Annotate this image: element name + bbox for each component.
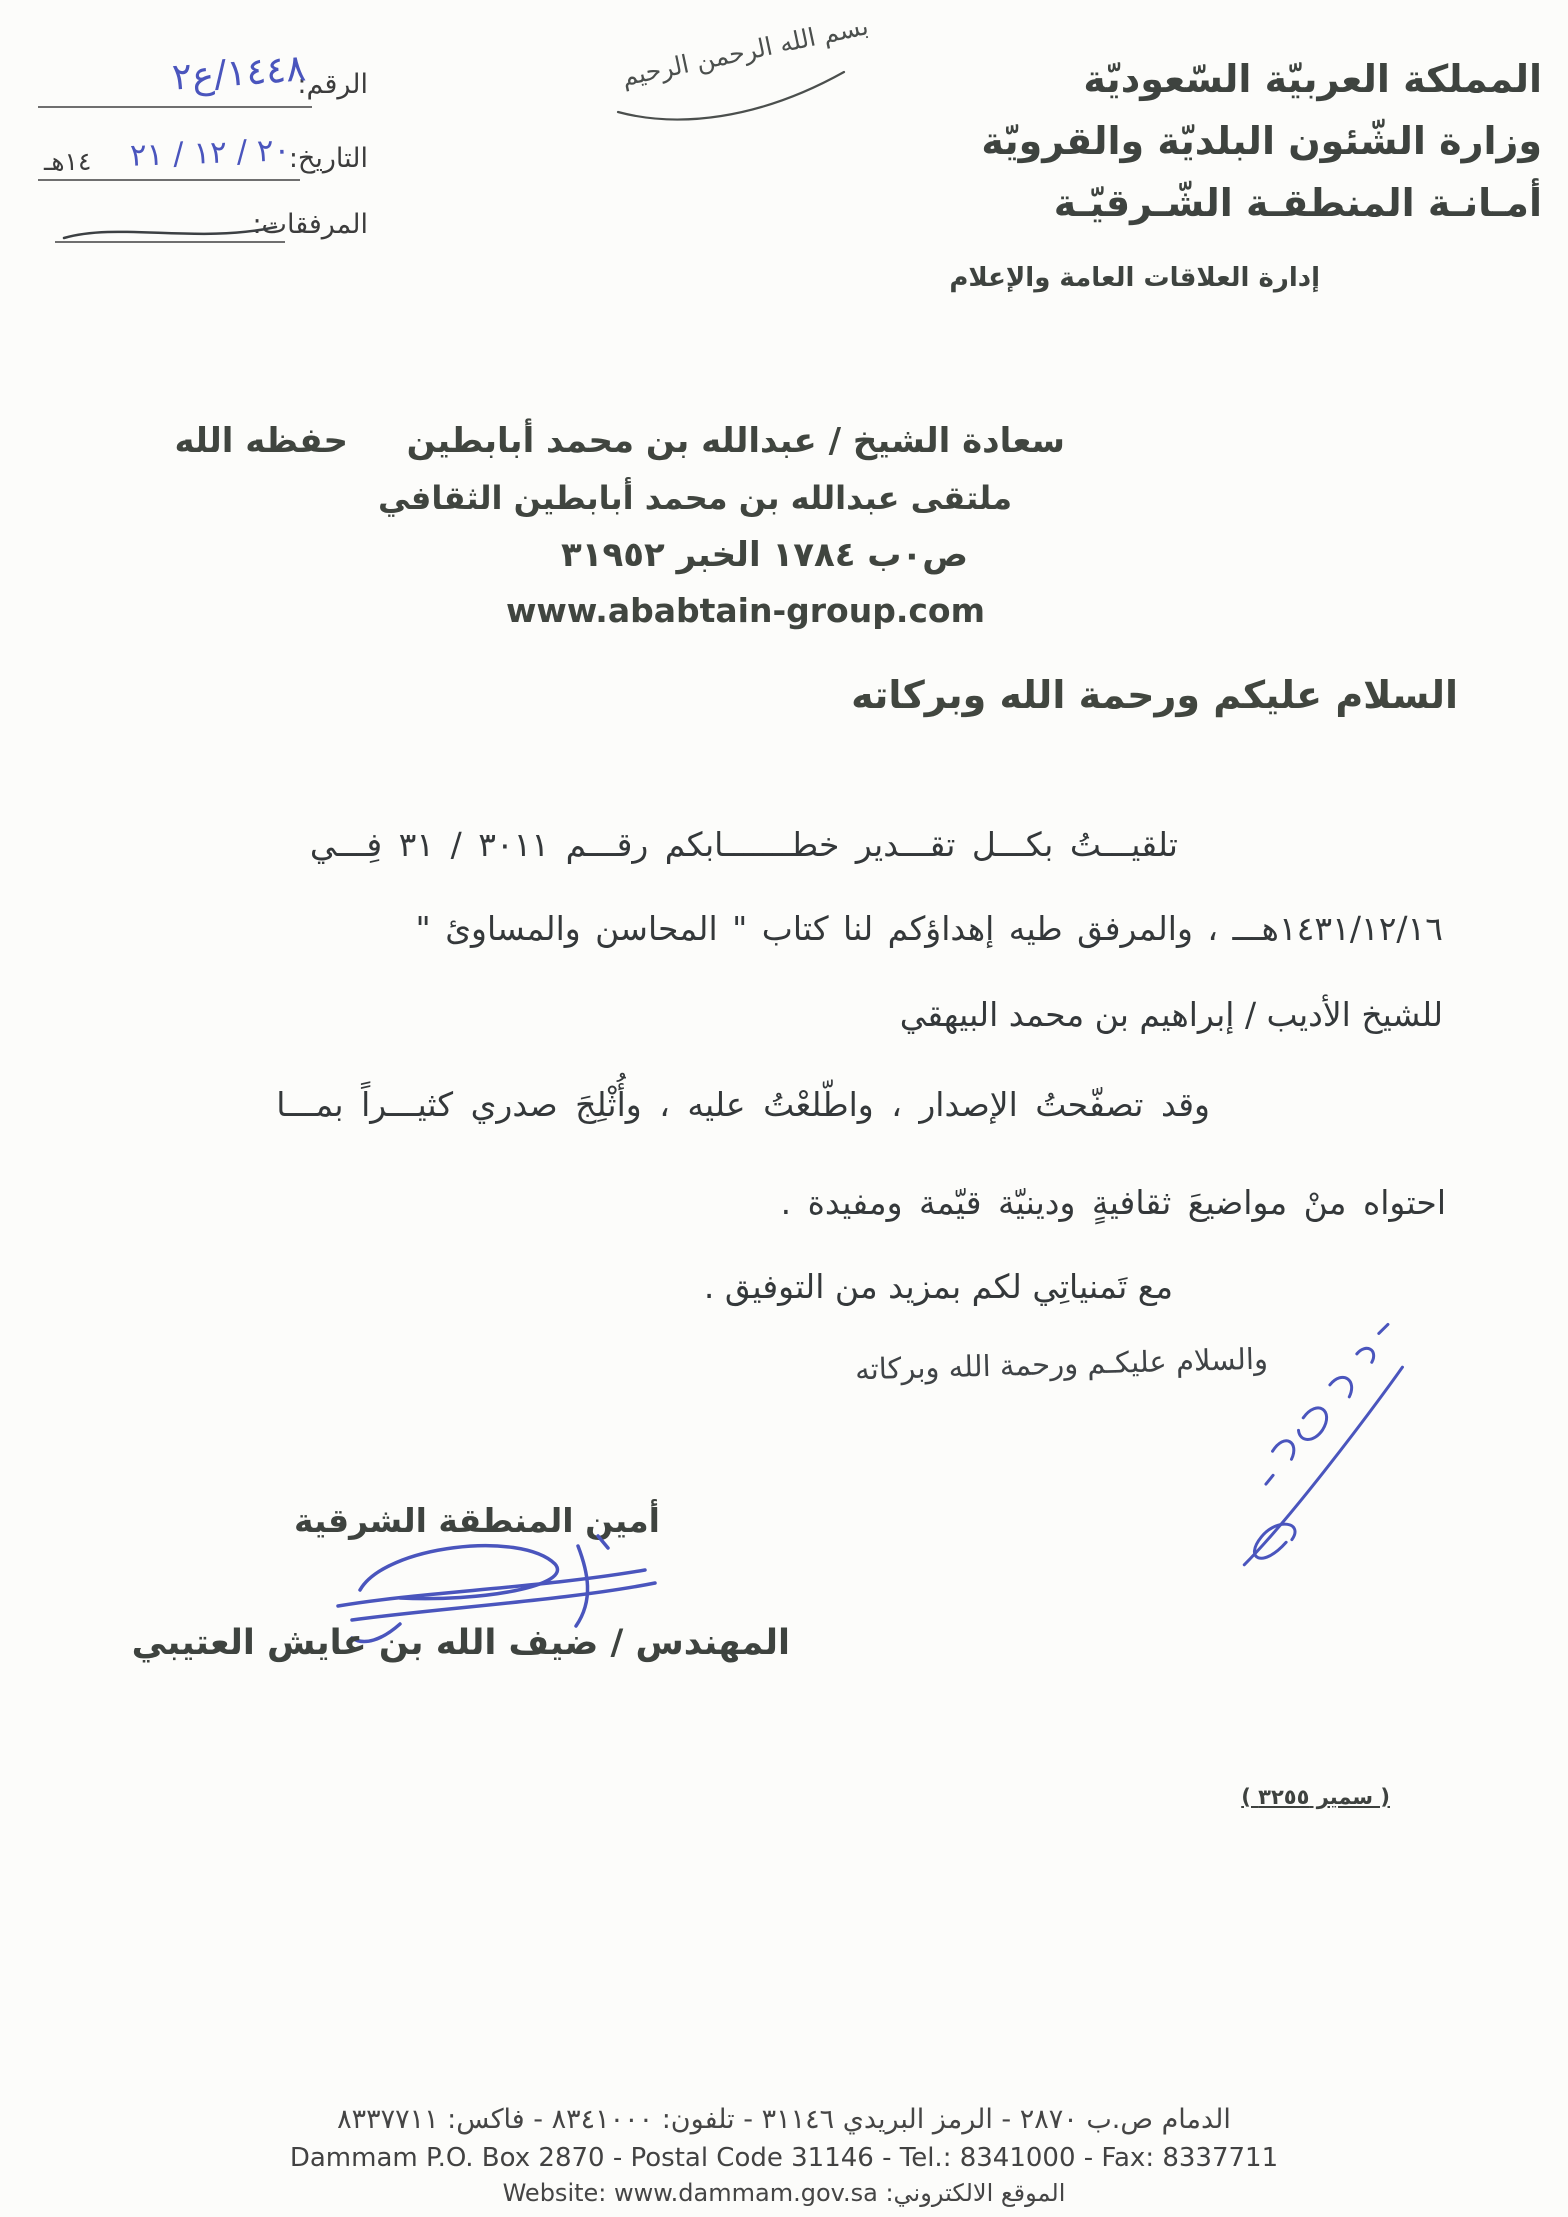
date-label: التاريخ: [288, 143, 368, 174]
salutation-line: السلام عليكم ورحمة الله وبركاته [851, 673, 1458, 717]
footer-address-english: Dammam P.O. Box 2870 - Postal Code 31146 - Tel.: 8341000 - Fax: 8337711 [289, 2143, 1279, 2173]
body-line-6: مع تَمنياتِي لكم بمزيد من التوفيق . [703, 1267, 1173, 1306]
letterhead-ministry: وزارة الشّئون البلديّة والقرويّة [981, 119, 1542, 163]
ref-number-label: الرقم: [297, 69, 368, 100]
clerk-note: ( سمير ٣٢٥٥ ) [1241, 1785, 1390, 1809]
bismillah-calligraphy: بسم الله الرحمن الرحيم [619, 11, 871, 92]
letterhead-department: إدارة العلاقات العامة والإعلام [949, 263, 1320, 293]
body-line-3: للشيخ الأديب / إبراهيم بن محمد البيهقي [899, 995, 1443, 1034]
letterhead-municipality: أمـانـة المنطقـة الشّـرقيّـة [1053, 181, 1542, 225]
closing-salam-line: والسلام عليكـم ورحمة الله وبركاته [854, 1341, 1269, 1387]
attachments-handwritten-dash [58, 214, 282, 248]
body-line-2: ١٤٣١/١٢/١٦هـــ ، والمرفق طيه إهداؤكم لنا كتاب " المحاسن والمساوئ " [415, 909, 1443, 948]
addressee-website: www.ababtain-group.com [505, 591, 985, 630]
body-line-5: احتواه منْ مواضيعَ ثقافيةٍ ودينيّة قيّمة ومفيدة . [780, 1183, 1446, 1222]
ref-number-line [38, 106, 312, 108]
bismillah-flourish [608, 64, 868, 134]
attachments-label: المرفقات: [252, 209, 368, 240]
addressee-name-line: سعادة الشيخ / عبدالله بن محمد أبابطين [406, 421, 1065, 461]
ref-number-handwritten-value: ١٤٤٨/ع٢ [170, 46, 308, 99]
footer-address-arabic: الدمام ص.ب ٢٨٧٠ - الرمز البريدي ٣١١٤٦ - تلفون: ٨٣٤١٠٠٠ - فاكس: ٨٣٣٧٧١١ [337, 2104, 1231, 2135]
signer-title: أمين المنطقة الشرقية [294, 1501, 660, 1540]
letterhead-country: المملكة العربيّة السّعوديّة [1083, 57, 1542, 101]
date-line [38, 179, 300, 181]
addressee-honorific: حفظه الله [174, 421, 348, 461]
date-handwritten-value: ٢٠ / ١٢ / ٢١ [129, 132, 291, 174]
footer-website [0, 2178, 1568, 2208]
footer-website-value: Website: www.dammam.gov.sa [502, 2179, 878, 2207]
body-line-1: تلقيـــتُ بكـــل تقـــدير خطـــــــابكم رقـــم ٣٠١١ / ٣١ فِـــي [309, 825, 1178, 864]
blue-ink-annotation [1203, 1317, 1443, 1588]
signer-name: المهندس / ضيف الله بن عايش العتيبي [131, 1623, 790, 1663]
date-century-printed: ١٤هـ [44, 147, 92, 176]
body-line-4: وقد تصفّحتُ الإصدار ، واطّلعْتُ عليه ، وأُثْلِجَ صدري كثيـــراً بمـــا [276, 1085, 1210, 1124]
addressee-pobox-line: ص٠ب ١٧٨٤ الخبر ٣١٩٥٢ [561, 535, 968, 575]
addressee-forum-line: ملتقى عبدالله بن محمد أبابطين الثقافي [378, 479, 1012, 517]
footer-website-label: الموقع الالكتروني: [885, 2179, 1066, 2207]
